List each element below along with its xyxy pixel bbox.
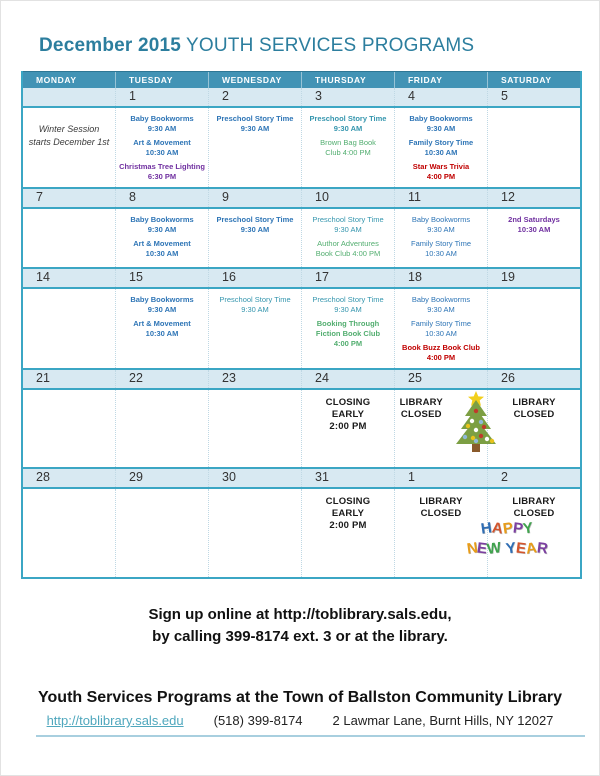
event-line: 4:00 PM [426, 353, 456, 362]
day-cell [394, 209, 487, 267]
date-cell [115, 88, 208, 106]
day-cell [115, 108, 208, 187]
date-row-week-1 [23, 88, 580, 108]
weekday-header-wednesday: WEDNESDAY [208, 72, 301, 88]
date-number: 24 [315, 371, 329, 385]
hny-letter: Y [521, 519, 534, 538]
date-number: 31 [315, 470, 329, 484]
date-number: 26 [501, 371, 515, 385]
date-number: 21 [36, 371, 50, 385]
date-cell [115, 189, 208, 207]
date-number: 15 [129, 270, 143, 284]
events-list [302, 108, 394, 158]
events-list [395, 108, 487, 182]
event [116, 215, 208, 235]
date-number: 8 [129, 190, 136, 204]
weekday-header-tuesday: TUESDAY [115, 72, 208, 88]
hny-line-1 [447, 519, 567, 539]
event-line: 9:30 AM [334, 225, 362, 234]
weekday-header-row [23, 71, 580, 88]
day-cell [115, 489, 208, 577]
date-number: 18 [408, 270, 422, 284]
event-line: LIBRARY [399, 397, 443, 408]
date-number: 16 [222, 270, 236, 284]
event-line: 9:30 AM [427, 305, 455, 314]
event [488, 496, 580, 520]
hny-letter: W [486, 539, 503, 558]
event [116, 319, 208, 339]
date-number: 5 [501, 89, 508, 103]
events-list [116, 209, 208, 259]
event [302, 295, 394, 315]
day-cell [487, 108, 580, 187]
day-cell [301, 390, 394, 467]
date-cell [23, 269, 115, 287]
date-number: 29 [129, 470, 143, 484]
event [395, 162, 487, 182]
events-list [302, 289, 394, 349]
event-line: Book Buzz Book Club [402, 343, 480, 352]
date-number: 7 [36, 190, 43, 204]
day-cell [23, 108, 115, 187]
event-line: LIBRARY [512, 397, 556, 408]
event-line: CLOSED [400, 409, 442, 420]
event [395, 215, 487, 235]
date-number: 1 [408, 470, 415, 484]
day-cell [394, 390, 487, 467]
event [116, 295, 208, 315]
date-row-week-3 [23, 267, 580, 289]
signup-instructions [1, 604, 599, 648]
event [116, 162, 208, 182]
event-line: 10:30 AM [145, 148, 179, 157]
page-title [39, 35, 474, 57]
date-row-week-2 [23, 187, 580, 209]
event-line: Club 4:00 PM [325, 148, 371, 157]
date-cell [487, 189, 580, 207]
event [302, 239, 394, 259]
event-line: 9:30 AM [334, 305, 362, 314]
day-cell [301, 108, 394, 187]
event-line: 10:30 AM [145, 329, 179, 338]
hny-letter: R [535, 539, 549, 558]
event-line: Preschool Story Time [312, 215, 384, 224]
day-cell [301, 289, 394, 368]
day-cell [23, 209, 115, 267]
date-row-week-4 [23, 368, 580, 390]
date-cell [394, 469, 487, 487]
events-list [488, 390, 580, 421]
week-content-row-2 [23, 209, 580, 267]
events-list [209, 209, 301, 235]
events-list [302, 209, 394, 259]
week-content-row-4 [23, 390, 580, 467]
date-number: 22 [129, 371, 143, 385]
hny-letter: H [479, 519, 494, 538]
event [302, 138, 394, 158]
calendar-weeks [23, 88, 580, 577]
event-line: Brown Bag Book [320, 138, 376, 147]
date-cell [394, 269, 487, 287]
date-cell [301, 269, 394, 287]
signup-line-2: by calling 399-8174 ext. 3 or at the library. [152, 628, 448, 645]
event [395, 343, 487, 363]
event-line: CLOSED [513, 508, 555, 519]
event-line: Book Club 4:00 PM [315, 249, 381, 258]
event-line: Preschool Story Time [216, 215, 294, 224]
event-line: Family Story Time [410, 239, 471, 248]
hny-letter: E [476, 539, 489, 558]
event-line: 2:00 PM [329, 520, 367, 531]
date-number: 12 [501, 190, 515, 204]
event [488, 397, 580, 421]
date-number: 30 [222, 470, 236, 484]
date-number: 1 [129, 89, 136, 103]
date-cell [301, 469, 394, 487]
date-number: 2 [222, 89, 229, 103]
events-list [395, 289, 487, 363]
event-line: EARLY [331, 409, 365, 420]
event-line: 4:00 PM [426, 172, 456, 181]
day-cell [301, 489, 394, 577]
event [395, 496, 487, 520]
day-cell [487, 390, 580, 467]
event [395, 138, 487, 158]
date-cell [115, 370, 208, 388]
event [209, 114, 301, 134]
day-cell [394, 289, 487, 368]
day-cell [115, 289, 208, 368]
date-cell [394, 189, 487, 207]
event [395, 114, 487, 134]
event [395, 239, 487, 259]
event-line: Preschool Story Time [219, 295, 291, 304]
event-line: Preschool Story Time [309, 114, 387, 123]
event-line: Christmas Tree Lighting [119, 162, 205, 171]
event [302, 319, 394, 349]
hny-letter: A [491, 519, 504, 538]
footer-website-link[interactable]: http://toblibrary.sals.edu [46, 713, 184, 728]
weekday-header-friday: FRIDAY [394, 72, 487, 88]
date-cell [23, 189, 115, 207]
date-number: 25 [408, 371, 422, 385]
date-cell [208, 269, 301, 287]
date-row-week-5 [23, 467, 580, 489]
event-line: CLOSED [420, 508, 462, 519]
events-list [302, 390, 394, 433]
day-cell [23, 489, 115, 577]
hny-letter: P [511, 519, 524, 538]
date-cell [487, 469, 580, 487]
event-line: LIBRARY [512, 496, 556, 507]
note-line: Winter Session [38, 124, 100, 134]
hny-letter: E [514, 539, 527, 558]
winter-session-note [23, 108, 115, 149]
event-line: 2nd Saturdays [508, 215, 560, 224]
day-cell [208, 289, 301, 368]
events-list [395, 390, 446, 421]
footer-address: 2 Lawmar Lane, Burnt Hills, NY 12027 [332, 713, 554, 728]
date-cell [115, 269, 208, 287]
event-line: Art & Movement [133, 239, 191, 248]
event-line: 9:30 AM [333, 124, 363, 133]
date-number: 14 [36, 270, 50, 284]
date-cell [394, 88, 487, 106]
day-cell [301, 209, 394, 267]
event-line: 9:30 AM [427, 225, 455, 234]
hny-letter: Y [504, 539, 517, 558]
events-list [209, 108, 301, 134]
happy-new-year-clipart [447, 519, 567, 559]
event-line: Baby Bookworms [130, 215, 194, 224]
event-line: CLOSING [325, 397, 371, 408]
event-line: 9:30 AM [147, 225, 177, 234]
event-line: Baby Bookworms [130, 295, 194, 304]
event-line: 6:30 PM [147, 172, 177, 181]
event [116, 138, 208, 158]
event-line: 10:30 AM [517, 225, 551, 234]
event [116, 114, 208, 134]
footer-contact-info [1, 713, 599, 728]
event-line: CLOSED [513, 409, 555, 420]
date-cell [23, 88, 115, 106]
title-program-name: YOUTH SERVICES PROGRAMS [186, 35, 475, 56]
event-line: 10:30 AM [425, 329, 457, 338]
date-cell [301, 88, 394, 106]
signup-line-1: Sign up online at http://toblibrary.sals.edu, [148, 606, 452, 623]
date-number: 4 [408, 89, 415, 103]
week-content-row-5 [23, 489, 580, 577]
events-list [116, 289, 208, 339]
day-cell [115, 390, 208, 467]
event [116, 239, 208, 259]
event-line: EARLY [331, 508, 365, 519]
event-line: Star Wars Trivia [412, 162, 470, 171]
date-number: 28 [36, 470, 50, 484]
date-cell [23, 370, 115, 388]
date-cell [487, 269, 580, 287]
date-cell [208, 189, 301, 207]
date-cell [487, 88, 580, 106]
event-line: 9:30 AM [426, 124, 456, 133]
date-cell [394, 370, 487, 388]
event-line: Baby Bookworms [130, 114, 194, 123]
date-number: 9 [222, 190, 229, 204]
date-number: 2 [501, 470, 508, 484]
hny-letter: A [524, 539, 538, 558]
event-line: Family Story Time [410, 319, 471, 328]
event [302, 397, 394, 433]
event [209, 215, 301, 235]
event-line: Booking Through [316, 319, 380, 328]
event-line: Baby Bookworms [411, 295, 471, 304]
event [209, 295, 301, 315]
weekday-header-monday: MONDAY [36, 75, 77, 85]
date-cell [23, 469, 115, 487]
christmas-tree-clipart [453, 391, 499, 455]
date-number: 3 [315, 89, 322, 103]
event [302, 215, 394, 235]
footer-divider-rule [36, 735, 585, 737]
event-line: Fiction Book Club [315, 329, 381, 338]
day-cell [487, 209, 580, 267]
day-cell [23, 289, 115, 368]
date-cell [208, 88, 301, 106]
event-line: 10:30 AM [425, 249, 457, 258]
event-line: Family Story Time [408, 138, 474, 147]
title-month-year: December 2015 [39, 35, 182, 56]
date-number: 23 [222, 371, 236, 385]
event-line: 10:30 AM [145, 249, 179, 258]
day-cell [208, 108, 301, 187]
date-number: 10 [315, 190, 329, 204]
events-list [395, 209, 487, 259]
weekday-header-saturday: SATURDAY [487, 72, 580, 88]
date-cell [487, 370, 580, 388]
day-cell [23, 390, 115, 467]
date-number: 19 [501, 270, 515, 284]
event-line: 2:00 PM [329, 421, 367, 432]
day-cell [394, 489, 549, 577]
event-line: 9:30 AM [241, 305, 269, 314]
event-line: Baby Bookworms [409, 114, 473, 123]
events-list [488, 209, 580, 235]
events-list [209, 289, 301, 315]
events-list [116, 108, 208, 182]
event-line: Art & Movement [133, 138, 191, 147]
event-line: Preschool Story Time [216, 114, 294, 123]
event-line: 9:30 AM [240, 225, 270, 234]
event [397, 397, 446, 421]
day-cell [208, 390, 301, 467]
week-content-row-3 [23, 289, 580, 368]
date-number: 11 [408, 190, 421, 204]
footer-library-title: Youth Services Programs at the Town of Ballston Community Library [38, 689, 562, 706]
weekday-header-thursday: THURSDAY [301, 72, 394, 88]
date-cell [301, 370, 394, 388]
event-line: Baby Bookworms [411, 215, 471, 224]
event [488, 215, 580, 235]
event-line: Art & Movement [133, 319, 191, 328]
date-cell [115, 469, 208, 487]
week-content-row-1 [23, 108, 580, 187]
event-line: Author Adventures [317, 239, 379, 248]
event [395, 319, 487, 339]
event [302, 114, 394, 134]
day-cell [394, 108, 487, 187]
events-list [395, 489, 487, 520]
event-line: 10:30 AM [424, 148, 458, 157]
hny-letter: P [501, 519, 514, 538]
day-cell [115, 209, 208, 267]
hny-letter: N [465, 539, 479, 558]
event-line: CLOSING [325, 496, 371, 507]
event-line: 9:30 AM [147, 124, 177, 133]
event [302, 496, 394, 532]
event [395, 295, 487, 315]
events-list [302, 489, 394, 532]
date-cell [208, 469, 301, 487]
event-line: LIBRARY [419, 496, 463, 507]
event-line: Preschool Story Time [312, 295, 384, 304]
event-line: 9:30 AM [240, 124, 270, 133]
date-cell [301, 189, 394, 207]
day-cell [487, 289, 580, 368]
date-cell [208, 370, 301, 388]
day-cell [208, 489, 301, 577]
date-number: 17 [315, 270, 329, 284]
event-line: 4:00 PM [333, 339, 363, 348]
december-calendar [21, 71, 582, 579]
event-line: 9:30 AM [147, 305, 177, 314]
day-cell [208, 209, 301, 267]
footer-phone: (518) 399-8174 [213, 713, 303, 728]
hny-line-2 [447, 539, 567, 559]
note-line: starts December 1st [28, 137, 110, 147]
events-list [488, 489, 580, 520]
